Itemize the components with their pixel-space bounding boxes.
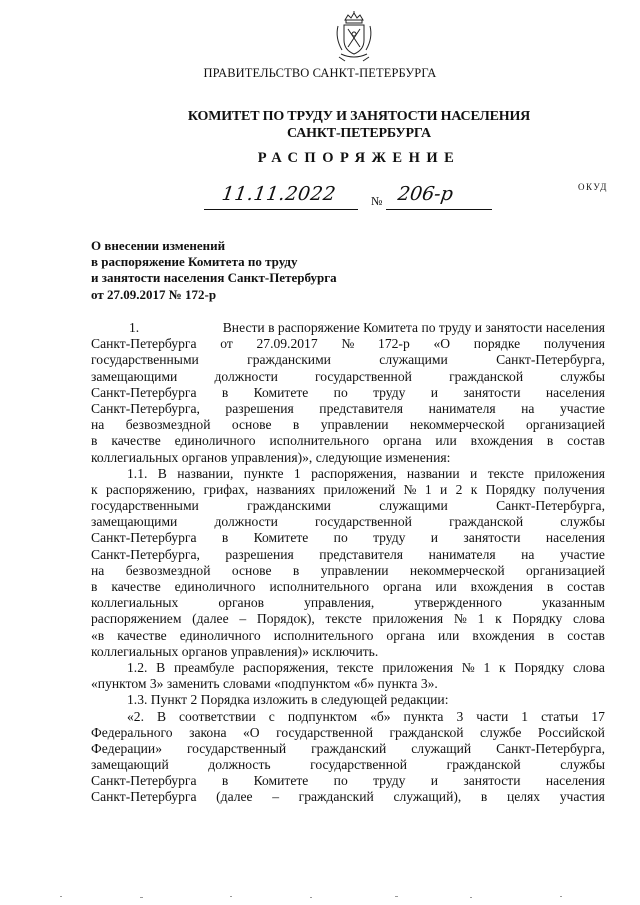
body-word: Санкт-Петербурга xyxy=(91,789,197,805)
body-word: 172-р xyxy=(378,336,410,352)
body-word: вхождения xyxy=(470,433,533,449)
body-word: статьи xyxy=(541,708,579,724)
body-word: основе xyxy=(231,417,272,433)
body-word: в xyxy=(91,433,98,449)
body-word: Санкт-Петербурга, xyxy=(496,740,605,756)
body-word: указанным xyxy=(542,595,605,611)
body-word: Порядку xyxy=(512,611,563,627)
body-word: или xyxy=(435,579,457,594)
body-word: приложения xyxy=(534,465,605,481)
body-line xyxy=(91,369,605,385)
body-line xyxy=(91,789,605,805)
body-word: состав xyxy=(567,627,605,643)
body-word: Порядку xyxy=(514,659,565,675)
body-word: качестве xyxy=(111,433,161,449)
body-word: служащий), xyxy=(393,789,462,805)
body-word: приложения xyxy=(372,611,444,627)
body-word: к xyxy=(499,659,506,675)
body-word: Комитете xyxy=(253,773,309,789)
body-word: некоммерческой xyxy=(409,417,505,433)
body-line xyxy=(91,482,605,498)
body-word: в xyxy=(480,789,488,805)
body-word: на xyxy=(91,562,105,578)
body-word: Порядку xyxy=(485,481,536,497)
body-word: труду xyxy=(373,530,406,546)
body-word: органов xyxy=(218,595,265,611)
body-word: населения xyxy=(545,773,605,789)
body-word: «О xyxy=(433,336,451,352)
body-word: разрешения xyxy=(225,400,294,416)
body-word: нанимателя xyxy=(428,546,496,562)
body-word: порядке xyxy=(473,336,521,352)
body-word: 27.09.2017 xyxy=(256,336,318,352)
body-word: представителя xyxy=(319,546,404,562)
body-word: организацией xyxy=(525,417,605,433)
body-word: к xyxy=(495,611,502,627)
body-word: разрешения xyxy=(225,546,294,562)
body-word: должности xyxy=(214,368,278,384)
scan-artifact-dots xyxy=(0,893,640,901)
body-word: и xyxy=(430,384,439,400)
body-word: государственной xyxy=(315,514,412,530)
body-word: органа xyxy=(386,627,425,643)
body-word: 1 xyxy=(477,611,485,627)
body-line xyxy=(91,709,605,725)
subject-line: О внесении изменений xyxy=(91,238,226,253)
body-word: № xyxy=(403,481,417,497)
body-word: вхождения xyxy=(470,579,533,594)
body-word: единоличного xyxy=(179,627,261,643)
body-word: коллегиальных органов управления)», следующие изменения: xyxy=(91,449,451,465)
document-subject xyxy=(91,238,337,303)
body-word: (далее xyxy=(192,611,229,627)
body-word: в xyxy=(292,562,300,578)
body-word: службы xyxy=(560,514,605,530)
body-word: распоряжению, xyxy=(105,481,196,497)
body-word: службы xyxy=(560,368,605,384)
body-word: на xyxy=(521,546,535,562)
body-word: преамбуле xyxy=(174,659,235,675)
body-line xyxy=(91,433,605,449)
coat-of-arms-emblem xyxy=(333,10,375,64)
document-type-title: РАСПОРЯЖЕНИЕ xyxy=(257,150,461,166)
body-word: органа xyxy=(383,579,422,594)
body-word: – xyxy=(272,789,279,805)
body-word: Санкт-Петербурга, xyxy=(91,400,200,416)
body-word: части xyxy=(476,708,509,724)
body-word: гражданской xyxy=(446,757,521,773)
body-word: получения xyxy=(543,481,605,497)
body-word: распоряжения, xyxy=(311,465,397,481)
body-line xyxy=(91,741,605,757)
body-word: единоличного xyxy=(174,579,256,594)
body-line xyxy=(91,628,605,644)
body-line xyxy=(91,692,605,708)
body-word: Санкт-Петербурга, xyxy=(496,498,605,514)
subject-line: и занятости населения Санкт-Петербурга xyxy=(91,270,337,286)
body-word: от xyxy=(220,336,233,352)
body-word: государственной xyxy=(310,757,408,773)
body-word: службе xyxy=(480,724,522,740)
body-word: названии xyxy=(406,465,460,481)
committee-name xyxy=(0,108,640,142)
body-line xyxy=(91,547,605,563)
body-word: в xyxy=(546,579,554,594)
body-word: государственными xyxy=(91,352,199,368)
body-word: замещающими xyxy=(91,514,178,530)
body-word: 1 xyxy=(293,465,301,481)
body-word: занятости xyxy=(463,773,521,789)
body-word: населения xyxy=(545,384,605,400)
body-word: тексте xyxy=(337,659,374,675)
body-word: Санкт-Петербурга xyxy=(91,773,197,789)
body-line xyxy=(91,676,605,692)
body-word: службы xyxy=(560,757,605,773)
body-word: некоммерческой xyxy=(409,562,505,578)
body-word: пункта xyxy=(403,708,444,724)
body-word: качестве xyxy=(117,627,167,643)
body-word: 1.1. xyxy=(127,465,148,481)
body-word: и xyxy=(439,481,448,497)
body-line xyxy=(91,579,605,595)
body-word: к xyxy=(470,481,478,497)
body-line xyxy=(91,530,605,546)
body-word: гражданской xyxy=(449,368,524,384)
body-word: соответствии xyxy=(179,708,256,724)
body-word: участие xyxy=(560,400,605,416)
body-word: государственными xyxy=(91,498,199,514)
body-line xyxy=(91,725,605,741)
body-word: № xyxy=(341,336,355,352)
body-word: качестве xyxy=(111,579,161,594)
body-word: В xyxy=(157,465,167,481)
body-word: «2. xyxy=(127,708,144,724)
document-body xyxy=(91,320,605,806)
committee-name-line-1: КОМИТЕТ ПО ТРУДУ И ЗАНЯТОСТИ НАСЕЛЕНИЯ xyxy=(187,109,531,124)
body-word: Санкт-Петербурга xyxy=(91,336,197,352)
body-word: 1.2. xyxy=(127,659,148,675)
body-word: грифах, xyxy=(203,481,249,497)
body-word: по xyxy=(333,384,348,400)
body-line xyxy=(91,514,605,530)
body-word: участия xyxy=(559,789,605,805)
body-word: исполнительного xyxy=(269,433,370,449)
body-line xyxy=(91,401,605,417)
body-word: гражданской xyxy=(449,514,524,530)
body-word: Федерации» xyxy=(91,740,162,756)
body-word: распоряжением xyxy=(91,611,182,627)
order-number-handwritten: 206-р xyxy=(396,183,455,205)
body-word: утвержденного xyxy=(414,595,502,611)
body-line xyxy=(91,336,605,352)
number-underline xyxy=(386,209,492,210)
body-word: гражданскими xyxy=(247,352,331,368)
body-word: получения xyxy=(543,336,605,352)
body-word: Порядок), xyxy=(256,611,315,627)
body-word: состав xyxy=(567,433,605,449)
body-word: в xyxy=(221,530,229,546)
body-line xyxy=(91,320,605,336)
body-word: «пунктом 3» заменить словами «подпунктом «б» пункта 3». xyxy=(91,676,438,692)
body-word: 1. xyxy=(129,320,140,335)
body-word: управлении xyxy=(320,417,389,433)
body-line xyxy=(91,450,605,466)
body-line xyxy=(91,498,605,514)
body-word: Санкт-Петербурга, xyxy=(91,546,200,562)
body-word: приложений xyxy=(323,481,396,497)
order-date-handwritten: 11.11.2022 xyxy=(220,183,338,205)
body-word: тексте xyxy=(487,465,524,481)
body-word: должности xyxy=(214,514,278,530)
body-word: коллегиальных xyxy=(91,595,179,611)
body-word: слова xyxy=(572,659,605,675)
body-line xyxy=(91,563,605,579)
body-line xyxy=(91,466,605,482)
body-word: единоличного xyxy=(174,433,256,449)
body-word: по xyxy=(333,773,348,789)
body-word: распоряжения, xyxy=(243,659,329,675)
body-word: приложения xyxy=(382,659,453,675)
body-word: гражданскими xyxy=(247,498,331,514)
body-word: № xyxy=(461,659,475,675)
body-line xyxy=(91,773,605,789)
body-line xyxy=(91,644,605,660)
body-word: участие xyxy=(560,546,605,562)
date-underline xyxy=(204,209,358,210)
body-word: организацией xyxy=(525,562,605,578)
body-word: должность xyxy=(208,757,271,773)
body-word: «б» xyxy=(370,708,391,724)
body-word: занятости xyxy=(463,384,521,400)
body-word: основе xyxy=(231,562,272,578)
body-word: безвозмездной xyxy=(125,562,211,578)
body-word: Комитете xyxy=(253,384,309,400)
body-word: в xyxy=(221,384,229,400)
body-word: государственной xyxy=(315,368,412,384)
body-word: слова xyxy=(573,611,605,627)
body-word: по xyxy=(333,530,348,546)
body-word: служащими xyxy=(379,498,448,514)
body-word: нанимателя xyxy=(428,400,496,416)
body-word: служащий xyxy=(411,740,472,756)
body-word: тексте xyxy=(325,611,362,627)
government-name: ПРАВИТЕЛЬСТВО САНКТ-ПЕТЕРБУРГА xyxy=(203,66,437,80)
body-word: 1.3. Пункт 2 Порядка изложить в следующей редакции: xyxy=(127,692,449,708)
body-word: замещающими xyxy=(91,368,178,384)
body-word: служащими xyxy=(379,352,448,368)
body-word: исполнительного xyxy=(273,627,374,643)
body-word: гражданский xyxy=(311,740,387,756)
body-word: Внести в распоряжение Комитета по труду и занятости населения xyxy=(222,320,605,335)
body-line xyxy=(91,352,605,368)
body-word: подпунктом xyxy=(287,708,358,724)
body-word: 2 xyxy=(455,481,463,497)
okud-label: ОКУД xyxy=(578,182,608,192)
body-line xyxy=(91,417,605,433)
body-word: в xyxy=(91,579,98,594)
body-word: или xyxy=(435,433,457,449)
body-word: 17 xyxy=(591,708,605,724)
number-sign: № xyxy=(371,194,383,208)
body-word: и xyxy=(430,773,439,789)
body-word: на xyxy=(521,400,535,416)
body-word: «О xyxy=(243,724,260,740)
body-word: вхождения xyxy=(472,627,535,643)
body-word: занятости xyxy=(463,530,521,546)
committee-name-line-2: САНКТ-ПЕТЕРБУРГА xyxy=(287,126,431,141)
body-word: или xyxy=(437,627,460,643)
body-line xyxy=(91,660,605,676)
body-word: управления, xyxy=(304,595,375,611)
body-word: состав xyxy=(567,579,605,594)
body-word: Санкт-Петербурга xyxy=(91,384,197,400)
body-word: в xyxy=(221,773,229,789)
body-word: Комитете xyxy=(253,530,309,546)
body-word: Федерального xyxy=(91,724,173,740)
body-line xyxy=(91,757,605,773)
body-word: коллегиальных органов управления)» исключить. xyxy=(91,643,379,659)
body-word: исполнительного xyxy=(269,579,370,594)
body-word: труду xyxy=(373,773,406,789)
subject-line: в распоряжение Комитета по труду xyxy=(91,254,298,270)
body-word: в xyxy=(546,433,554,449)
body-word: Санкт-Петербурга, xyxy=(496,352,605,368)
body-word: (далее xyxy=(216,789,253,805)
body-word: «в xyxy=(91,627,105,643)
body-word: органа xyxy=(383,433,422,449)
body-word: замещающий xyxy=(91,757,169,773)
body-word: гражданской xyxy=(389,724,464,740)
body-word: труду xyxy=(373,384,406,400)
body-word: – xyxy=(239,611,247,627)
body-word: названии, xyxy=(177,465,234,481)
body-word: Санкт-Петербурга xyxy=(91,530,197,546)
body-word: к xyxy=(91,481,98,497)
body-word: 1 xyxy=(424,481,432,497)
body-word: В xyxy=(156,659,166,675)
body-word: пункте xyxy=(243,465,284,481)
body-line xyxy=(91,385,605,401)
body-word: населения xyxy=(545,530,605,546)
body-line xyxy=(91,611,605,627)
body-word: № xyxy=(453,611,467,627)
body-word: в xyxy=(292,417,300,433)
body-word: в xyxy=(547,627,555,643)
body-word: Российской xyxy=(537,724,605,740)
body-word: государственный xyxy=(186,740,287,756)
body-word: и xyxy=(470,465,478,481)
body-word: целях xyxy=(506,789,541,805)
body-word: на xyxy=(91,417,105,433)
body-word: государственной xyxy=(276,724,373,740)
body-word: закона xyxy=(189,724,227,740)
subject-line: от 27.09.2017 № 172-р xyxy=(91,286,217,302)
body-word: названиях xyxy=(256,481,316,497)
body-word: гражданский xyxy=(298,789,374,805)
body-word: и xyxy=(430,530,439,546)
body-word: представителя xyxy=(319,400,404,416)
body-word: В xyxy=(156,708,167,724)
body-word: 3 xyxy=(456,708,464,724)
body-line xyxy=(91,595,605,611)
body-word: с xyxy=(268,708,275,724)
body-word: 1 xyxy=(483,659,491,675)
body-word: управлении xyxy=(320,562,389,578)
body-word: безвозмездной xyxy=(125,417,211,433)
body-word: 1 xyxy=(521,708,529,724)
